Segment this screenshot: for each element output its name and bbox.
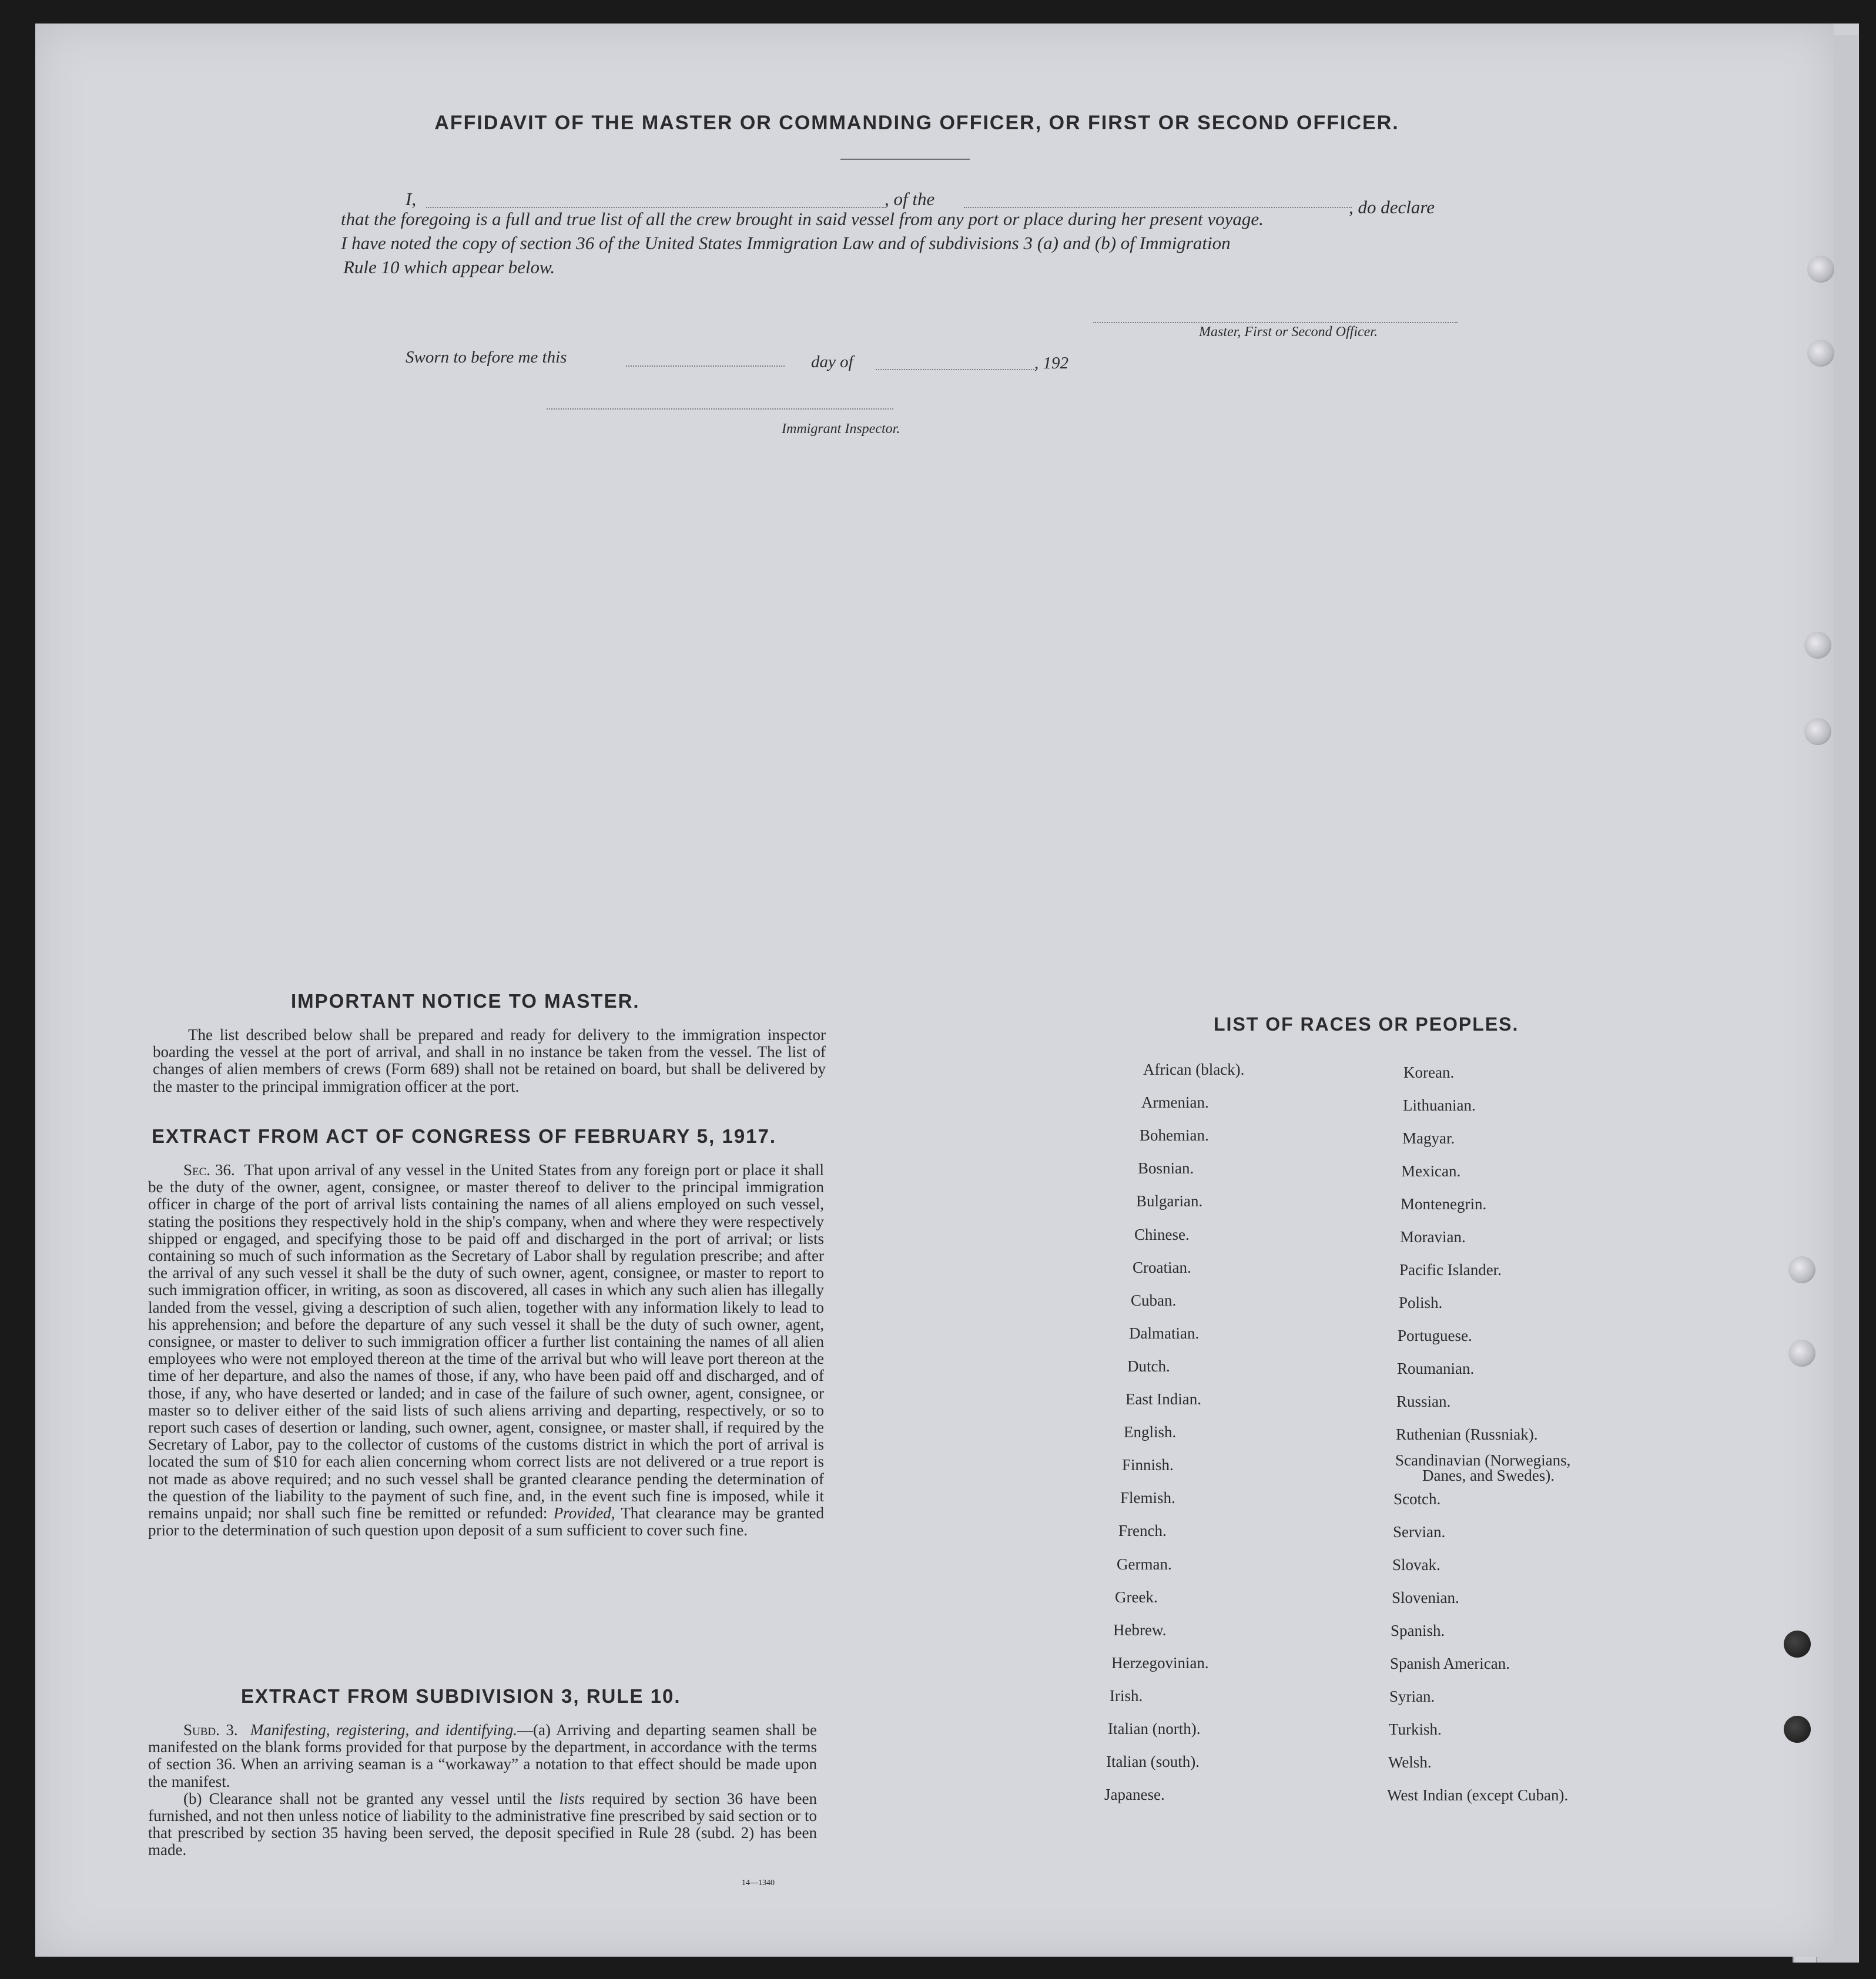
rule-paragraph-a bbox=[148, 1722, 817, 1790]
race-item: Chinese. bbox=[1134, 1225, 1190, 1243]
race-item: Italian (south). bbox=[1106, 1753, 1200, 1771]
race-item: East Indian. bbox=[1125, 1390, 1201, 1408]
race-item: West Indian (except Cuban). bbox=[1387, 1786, 1569, 1804]
notice-body bbox=[153, 1027, 826, 1095]
race-item: Dalmatian. bbox=[1129, 1324, 1200, 1342]
extract-act-heading: EXTRACT FROM ACT OF CONGRESS OF FEBRUARY 5, 1917. bbox=[152, 1125, 777, 1147]
affidavit-do-declare-label: , do declare bbox=[1349, 197, 1435, 217]
day-of-label: day of bbox=[811, 353, 853, 371]
race-item: German. bbox=[1117, 1555, 1172, 1573]
race-item: Mexican. bbox=[1401, 1162, 1461, 1180]
binder-hole bbox=[1788, 1256, 1815, 1283]
inspector-caption: Immigrant Inspector. bbox=[782, 421, 900, 437]
affidavit-i-label: I, bbox=[406, 189, 417, 209]
title-divider bbox=[840, 159, 970, 160]
race-item: English. bbox=[1124, 1423, 1177, 1441]
race-item: Dutch. bbox=[1127, 1357, 1170, 1375]
binder-hole bbox=[1804, 718, 1831, 745]
signature-caption: Master, First or Second Officer. bbox=[1199, 324, 1378, 340]
affidavit-line-2: that the foregoing is a full and true list of all the crew brought in said vessel from any port or place during her present voyage. bbox=[341, 209, 1264, 229]
extract-act-paragraph bbox=[148, 1162, 824, 1539]
binder-hole bbox=[1788, 1340, 1815, 1367]
race-item: Portuguese. bbox=[1398, 1327, 1472, 1344]
inspector-signature-blank[interactable] bbox=[547, 408, 893, 410]
provided-label: Provided, bbox=[553, 1504, 615, 1522]
race-item: Roumanian. bbox=[1397, 1360, 1475, 1377]
notice-paragraph: The list described below shall be prepared and ready for delivery to the immigration inspector boarding the vessel at the port of arrival, and shall in no instance be taken from the vessel. The list of changes of alien members of crews (Form 689) shall not be retained on board, but shall be delivered by the master to the principal immigration officer at the port. bbox=[153, 1026, 826, 1095]
rule-para-a-text: —(a) Arriving and departing seamen shall be manifested on the blank forms provided for that purpose by the department, in accordance with the terms of section 36. When an arriving seaman is a “workaway” a notation to that effect should be made upon the manifest. bbox=[148, 1721, 817, 1790]
race-item: Scandinavian (Norwegians, bbox=[1395, 1451, 1571, 1469]
binder-hole bbox=[1804, 632, 1831, 659]
form-number: 14—1340 bbox=[742, 1879, 775, 1887]
race-item: Herzegovinian. bbox=[1111, 1653, 1209, 1672]
rule-para-b-text: required by section 36 have been furnished, and not then unless notice of liability to the administrative fine prescribed by said section or to that prescribed by section 35 having been served, the deposit specified in Rule 28 (subd. 2) has been made. bbox=[148, 1789, 818, 1859]
month-blank[interactable] bbox=[876, 369, 1034, 370]
race-item: Lithuanian. bbox=[1403, 1096, 1476, 1114]
race-item: Finnish. bbox=[1122, 1456, 1174, 1474]
race-item: Ruthenian (Russniak). bbox=[1396, 1425, 1538, 1443]
race-item: Italian (north). bbox=[1108, 1720, 1201, 1738]
race-item: Greek. bbox=[1115, 1588, 1158, 1606]
sworn-day-blank[interactable] bbox=[626, 365, 785, 367]
race-item: Montenegrin. bbox=[1401, 1195, 1487, 1213]
affidavit-line-4: Rule 10 which appear below. bbox=[343, 257, 555, 277]
race-item: Flemish. bbox=[1120, 1489, 1175, 1507]
race-item: Danes, and Swedes). bbox=[1422, 1467, 1555, 1484]
extract-rule-body bbox=[148, 1722, 817, 1859]
race-item: Servian. bbox=[1393, 1523, 1446, 1541]
binder-hole bbox=[1807, 256, 1834, 283]
subd-title: Manifesting, registering, and identifying. bbox=[250, 1721, 517, 1739]
race-item: Croatian. bbox=[1133, 1258, 1191, 1276]
year-label: , 192 bbox=[1034, 354, 1068, 373]
binder-hole bbox=[1807, 340, 1834, 367]
race-item: Slovenian. bbox=[1392, 1589, 1459, 1606]
extract-rule-heading: EXTRACT FROM SUBDIVISION 3, RULE 10. bbox=[241, 1685, 681, 1707]
binder-hole bbox=[1784, 1631, 1811, 1658]
race-item: Irish. bbox=[1110, 1686, 1143, 1705]
race-item: Bohemian. bbox=[1140, 1126, 1209, 1145]
race-item: Cuban. bbox=[1131, 1291, 1177, 1309]
race-item: Japanese. bbox=[1104, 1786, 1165, 1804]
race-item: Spanish American. bbox=[1390, 1655, 1510, 1672]
section-body: That upon arrival of any vessel in the United States from any foreign port or place it shall be the duty of the owner, agent, consignee, or master thereof to deliver to the principal immigration officer in charge of the port of arrival lists containing the names of all aliens employed on such vessel, stating the positions they respectively hold in the ship's company, when and where they were respectively shipped or engaged, and specifying those to be paid off and discharged in the port of arrival; or lists containing so much of such information as the Secretary of Labor shall by regulation prescribe; and after the arrival of any such vessel it shall be the duty of such owner, agent, consignee, or master to report to such immigration officer, in writing, as soon as discovered, all cases in which any such alien has illegally landed from the vessel, giving a description of such alien, together with any information likely to lead to his apprehension; and before the departure of any such vessel it shall be the duty of such owner, agent, consignee, or master to deliver to such immigration officer a further list containing the names of all alien employees who were not employed thereon at the time of the arrival but who will leave port thereon at the time of her departure, and also the names of those, if any, who have been paid off and discharged, and of those, if any, who have deserted or landed; and in case of the failure of such owner, agent, consignee, or master so to deliver either of the said lists of such aliens arriving and departing, respectively, or so to report such cases of desertion or landing, such owner, agent, consignee, or master shall, if required by the Secretary of Labor, pay to the collector of customs of the customs district in which the port of arrival is located the sum of $10 for each alien concerning whom correct lists are not delivered or a true report is not made as above required; and no such vessel shall be granted clearance pending the determination of the question of the liability to the payment of such fine, and, in the event such fine is imposed, while it remains unpaid; nor shall such fine be remitted or refunded: bbox=[148, 1161, 825, 1522]
section-label: Sec. 36. bbox=[183, 1161, 235, 1179]
race-item: Spanish. bbox=[1391, 1622, 1445, 1639]
race-item: Magyar. bbox=[1402, 1129, 1455, 1147]
affidavit-line-3: I have noted the copy of section 36 of the United States Immigration Law and of subdivisions 3 (a) and (b) of Immigration bbox=[341, 233, 1231, 253]
race-item: Russian. bbox=[1396, 1393, 1451, 1410]
rule-para-b-lists: lists bbox=[559, 1789, 585, 1807]
race-item: French. bbox=[1118, 1522, 1167, 1540]
rule-para-b-prefix: (b) Clearance shall not be granted any vessel until the bbox=[183, 1789, 552, 1807]
affidavit-title: AFFIDAVIT OF THE MASTER OR COMMANDING OFFICER, OR FIRST OR SECOND OFFICER. bbox=[434, 112, 1399, 134]
extract-act-body bbox=[148, 1162, 824, 1539]
race-item: Pacific Islander. bbox=[1399, 1261, 1502, 1279]
race-item: Turkish. bbox=[1389, 1720, 1442, 1738]
affidavit-of-the-label: , of the bbox=[885, 189, 935, 209]
rule-paragraph-b bbox=[148, 1790, 817, 1859]
race-item: African (black). bbox=[1143, 1061, 1245, 1078]
race-item: Syrian. bbox=[1389, 1688, 1435, 1705]
race-item: Korean. bbox=[1403, 1064, 1455, 1081]
race-item: Bulgarian. bbox=[1136, 1192, 1203, 1210]
race-item: Welsh. bbox=[1388, 1753, 1432, 1771]
race-item: Scotch. bbox=[1393, 1490, 1441, 1508]
race-item: Slovak. bbox=[1392, 1556, 1441, 1574]
subd-label: Subd. 3. bbox=[183, 1721, 238, 1739]
race-item: Hebrew. bbox=[1113, 1621, 1167, 1639]
notice-heading: IMPORTANT NOTICE TO MASTER. bbox=[291, 990, 640, 1012]
races-heading: LIST OF RACES OR PEOPLES. bbox=[1214, 1014, 1519, 1035]
race-item: Polish. bbox=[1399, 1294, 1443, 1311]
race-item: Bosnian. bbox=[1138, 1159, 1194, 1178]
binder-hole bbox=[1784, 1716, 1811, 1743]
race-item: Moravian. bbox=[1400, 1228, 1466, 1246]
sworn-label: Sworn to before me this bbox=[406, 348, 567, 367]
section-body-end: That clearance may be granted prior to the determination of such question upon deposit of a sum sufficient to cover such fine. bbox=[148, 1504, 824, 1539]
race-item: Armenian. bbox=[1141, 1094, 1209, 1112]
signature-blank[interactable] bbox=[1093, 322, 1458, 323]
